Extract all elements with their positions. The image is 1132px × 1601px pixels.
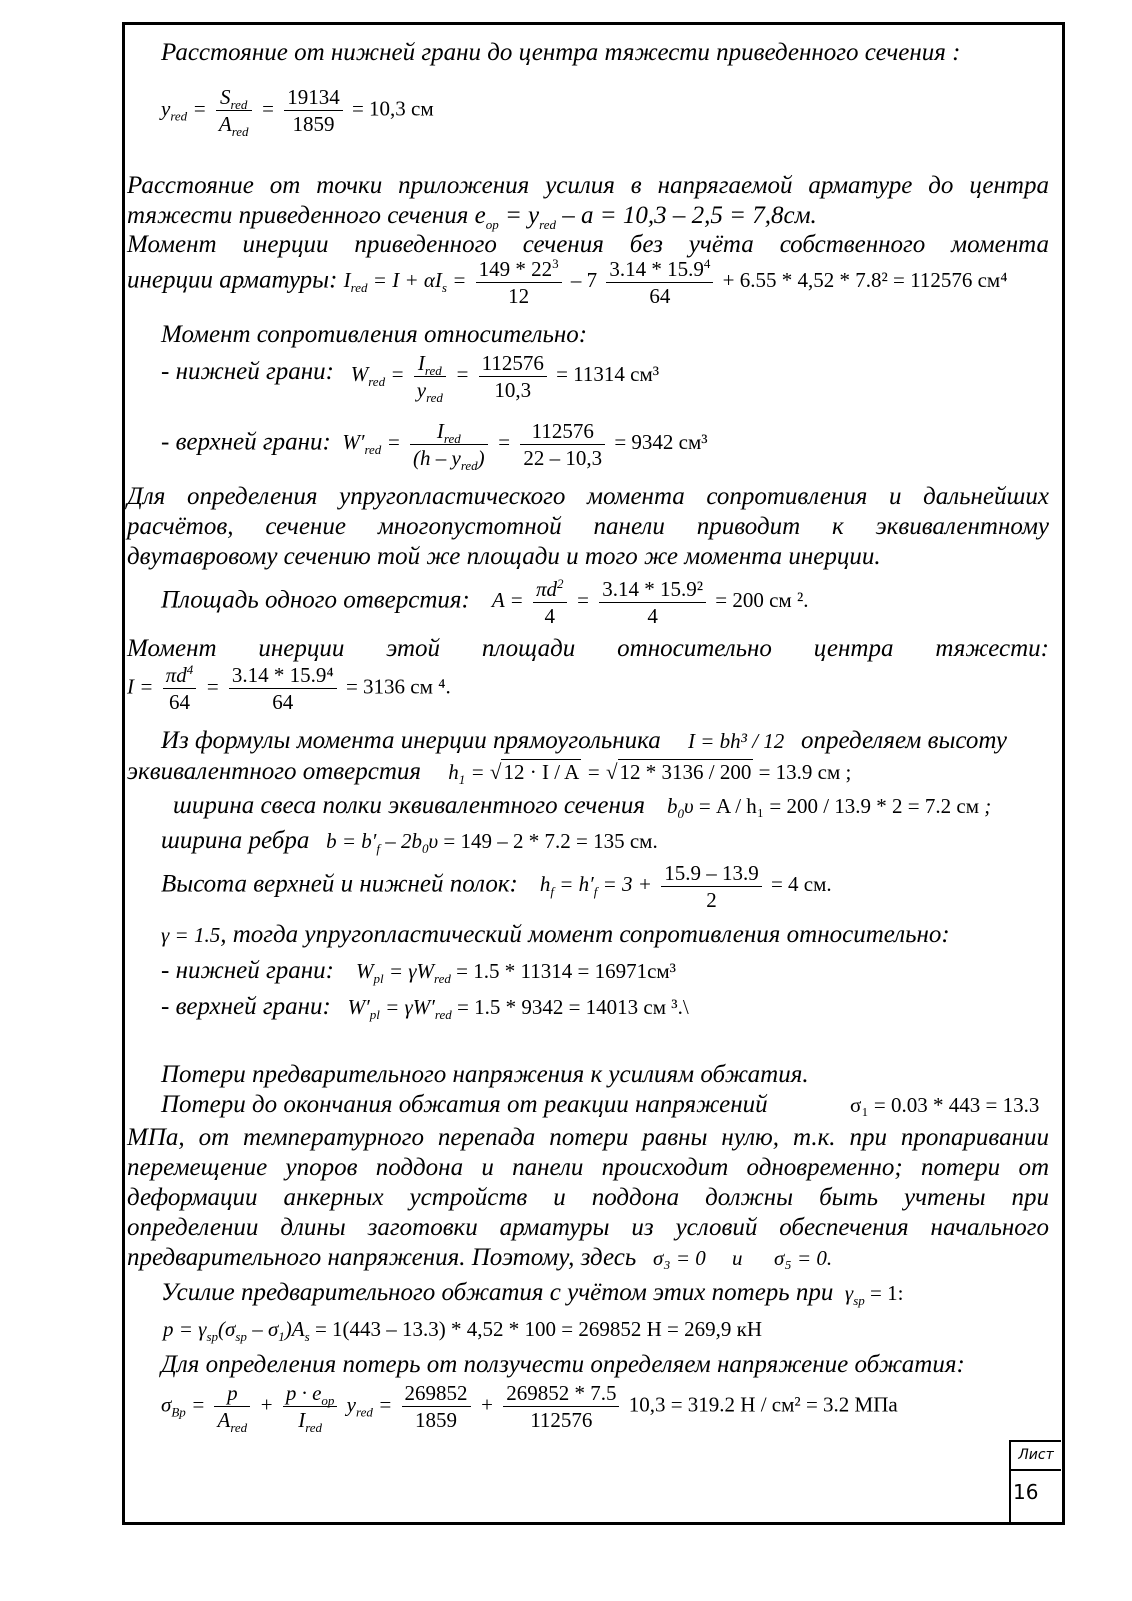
formula-p: $p = \gamma_{sp}(\sigma_{sp} - \sigma_1)A_s = 1(443 - 13.3) * 4,52 * 100 = 269852$ Н = 269,9 кН (163, 1317, 762, 1345)
text-line: Потери до окончания обжатия от реакции напряжений σ₁ = 0.03 * 443 = 13.3 (161, 1091, 1040, 1118)
text-line: Для определения потерь от ползучести определяем напряжение обжатия: (161, 1351, 965, 1378)
text-line: расчётов, сечение многопустотной панели приводит к эквивалентному (127, 513, 1049, 540)
formula-b: ширина ребра $b = b'_f - 2b_0\upsilon = 149 - 2 * 7.2 = 135$ см. (161, 827, 658, 857)
formula-ired: инерции арматуры: $I_{red} = I + \alpha I_s$ = $\frac{149 * 22^3}{12}$ – 7 $\frac{3.14 * 15.9^4}{64}$ + 6.55 * 4,52 * 7.8² = 112576 см⁴ (127, 256, 1008, 308)
formula-hole-area: Площадь одного отверстия: A = $\frac{\pi d^2}{4}$ = $\frac{\text{3.14 * 15.9²}}{4}$ = 200 см ². (161, 576, 809, 628)
section-heading: Потери предварительного напряжения к усилиям обжатия. (161, 1061, 809, 1088)
text-line: двутавровому сечению той же площади и того же момента инерции. (127, 543, 881, 570)
text-line: Усилие предварительного обжатия с учётом этих потерь при $\gamma_{sp} = 1$: (161, 1279, 904, 1309)
text-line: перемещение упоров поддона и панели происходит одновременно; потери от (127, 1154, 1049, 1181)
text-line: деформации анкерных устройств и поддона должны быть учтены при (127, 1184, 1049, 1211)
formula-wred-prime: - верхней грани: $W'_{red}$ = $I_{red}$ $(h - y_{red})$ = $\frac{112576}{22 - 10,3}$ = 9342 см³ (161, 419, 708, 474)
text-line: Момент инерции этой площади относительно центра тяжести: (127, 635, 1049, 662)
text-line: Расстояние от точки приложения усилия в напрягаемой арматуре до центра (127, 172, 1049, 199)
text-line: Из формулы момента инерции прямоугольника I = bh³ / 12 определяем высоту (161, 727, 1007, 754)
formula-sigma-bp: $\sigma_{Bp}$ = p $A_{red}$ + $p \cdot e_{op}$ $I_{red}$ $y_{red}$ = $\frac{269852}{1859}$ + $\frac{269852 * 7.5}{112576}$ 10,3 = 319.2 Н / см² = 3.2 МПа (161, 1381, 898, 1436)
sheet-number: 16 (1013, 1480, 1039, 1504)
formula-wpl-prime: - верхней грани: $W'_{pl} = \gamma W'_{red} = 1.5 * 9342 = 14013$ см ³.\ (161, 993, 689, 1023)
text-line: Момент сопротивления относительно: (161, 321, 588, 348)
formula-b0: ширина свеса полки эквивалентного сечения $b_0\upsilon = A / h_1 = 200 / 13.9 * 2 = 7.2$ см ; (173, 792, 992, 822)
sheet-label: Лист (1011, 1442, 1061, 1471)
text-line: Для определения упругопластического момента сопротивления и дальнейших (127, 483, 1049, 510)
formula-wred: - нижней грани: $W_{red}$ = $I_{red}$ $y_{red}$ = $\frac{112576}{10,3}$ = 11314 см³ (161, 351, 660, 406)
formula-hole-inertia: I = $\frac{\pi d^4}{64}$ = $\frac{\text{3.14 * 15.9⁴}}{64}$ = 3136 см ⁴. (127, 662, 451, 714)
formula-yred: $y_{red}$ = $S_{red}$ $A_{red}$ = $\frac{19134}{1859}$ = 10,3 см (161, 85, 434, 140)
text-line: Момент инерции приведенного сечения без учёта собственного момента (127, 231, 1049, 258)
text-line: Расстояние от нижней грани до центра тяжести приведенного сечения : (161, 39, 961, 66)
text-line: определении длины заготовки арматуры из условий обеспечения начального (127, 1214, 1049, 1241)
text-line: МПа, от температурного перепада потери равны нулю, т.к. при пропаривании (127, 1124, 1049, 1151)
formula-hf: Высота верхней и нижней полок: $h_f = h'_f = 3$ + $\frac{15.9 - 13.9}{2}$ = 4 см. (161, 861, 832, 912)
text-line: γ = 1.5, тогда упругопластический момент сопротивления относительно: (161, 921, 950, 948)
formula-wpl: - нижней грани: $W_{pl} = \gamma W_{red} = 1.5 * 11314 = 16971см^3$ (161, 957, 676, 987)
text-line: тяжести приведенного сечения $e_{op} = y_{red} - a = 10,3 - 2,5 = 7,8см$. (127, 202, 817, 232)
formula-h1: эквивалентного отверстия $h_1 = √12 \cdot I / A = √12 * 3136 / 200 = 13.9$ см ; (127, 758, 852, 788)
sheet-stamp (1009, 1440, 1061, 1523)
text-line: предварительного напряжения. Поэтому, здесь σ₃ = 0 и σ₅ = 0. (127, 1244, 833, 1271)
